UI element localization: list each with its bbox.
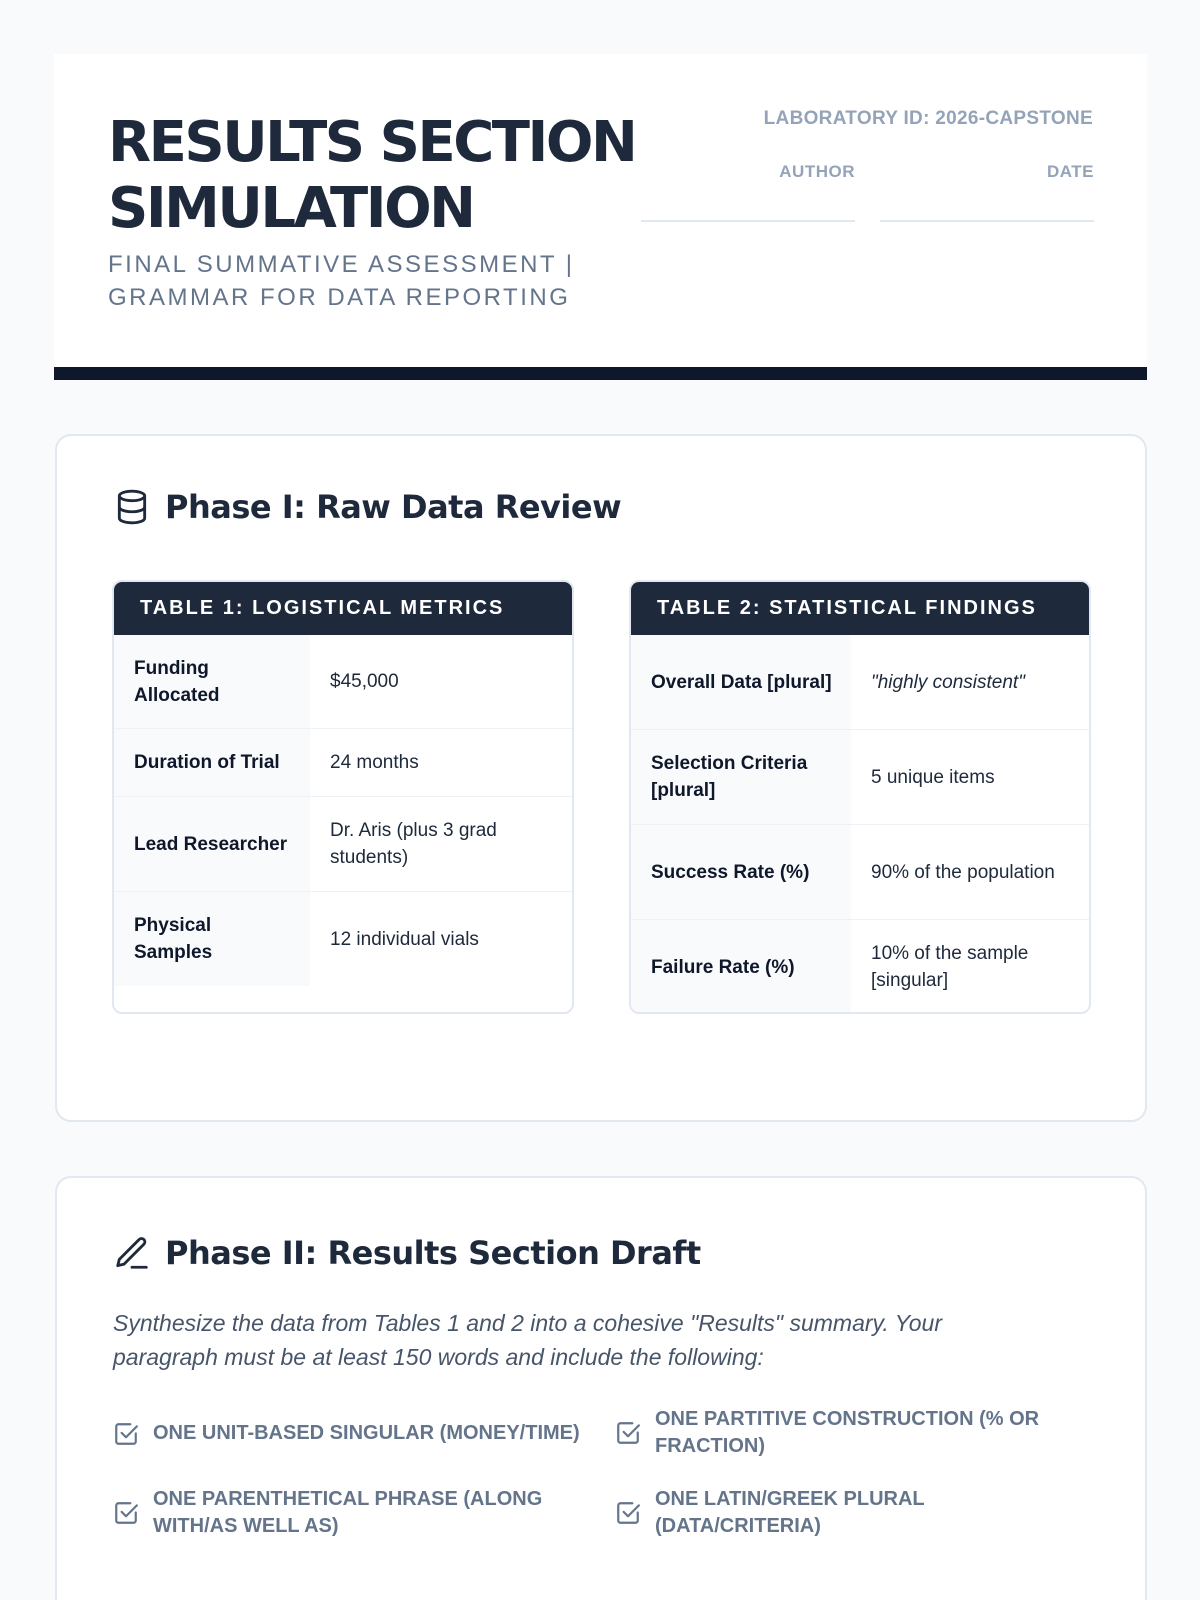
table-cell-value: 5 unique items [871,766,995,788]
checklist-item-label: ONE PARTITIVE CONSTRUCTION (% OR FRACTION) [655,1408,1040,1457]
table-row [114,635,572,729]
table-cell-value: Dr. Aris (plus 3 grad students) [330,820,497,868]
table-cell-label: Overall Data [plural] [631,635,851,729]
lab-id: LABORATORY ID: 2026-CAPSTONE [763,108,1093,129]
table-statistical-findings [629,580,1091,1014]
table-cell-label: Physical Samples [114,892,310,986]
table-cell-label: Selection Criteria [plural] [631,730,851,824]
page-title-line-2: SIMULATION [108,176,474,241]
table-cell-value: 90% of the population [871,861,1055,883]
checkbox-icon [113,1421,139,1447]
table-cell-value: "highly consistent" [871,671,1025,693]
header-card [54,54,1147,380]
table-cell-value: 10% of the sample [singular] [871,943,1029,991]
table-cell-value: $45,000 [330,671,399,692]
table-cell-label: Lead Researcher [114,797,310,891]
table-row [114,797,572,892]
checkbox-icon [113,1500,139,1526]
table-1-title: TABLE 1: LOGISTICAL METRICS [114,582,572,635]
table-cell-label: Success Rate (%) [631,825,851,919]
checkbox-icon [615,1420,641,1446]
table-cell-label: Duration of Trial [114,729,310,796]
checklist-item[interactable] [113,1420,593,1447]
author-field[interactable] [641,162,855,222]
date-label: DATE [1046,162,1094,181]
table-logistical-metrics [112,580,574,1014]
checklist-item-label: ONE UNIT-BASED SINGULAR (MONEY/TIME) [153,1422,580,1444]
author-label: AUTHOR [779,162,855,181]
table-2-title: TABLE 2: STATISTICAL FINDINGS [631,582,1089,635]
table-row [114,892,572,986]
phase-2-instructions: Synthesize the data from Tables 1 and 2 into a cohesive "Results" summary. Your paragraph must be at least 150 words and include the following: [113,1310,943,1370]
table-cell-value: 12 individual vials [330,928,479,950]
table-row [114,729,572,797]
table-row [631,730,1089,825]
table-row [631,635,1089,730]
table-cell-value: 24 months [330,752,419,773]
checkbox-icon [615,1500,641,1526]
phase-2-title: Phase II: Results Section Draft [165,1234,701,1272]
database-icon [113,488,151,526]
phase-1-title: Phase I: Raw Data Review [165,488,622,526]
checklist-item-label: ONE LATIN/GREEK PLURAL (DATA/CRITERIA) [655,1488,925,1537]
phase-2-card [55,1176,1147,1600]
table-row [631,920,1089,1014]
checklist-item[interactable] [113,1486,583,1540]
phase-1-card [55,434,1147,1122]
page-subtitle: FINAL SUMMATIVE ASSESSMENT | GRAMMAR FOR DATA REPORTING [108,251,575,311]
page-title [108,110,668,242]
checklist-item[interactable] [615,1486,1075,1540]
table-cell-label: Failure Rate (%) [631,920,851,1014]
page-title-line-1: RESULTS SECTION [108,110,636,175]
table-cell-label: Funding Allocated [114,635,310,728]
pencil-icon [113,1234,151,1272]
checklist-item-label: ONE PARENTHETICAL PHRASE (ALONG WITH/AS WELL AS) [153,1488,543,1537]
phase-1-heading [113,488,621,526]
checklist-item[interactable] [615,1406,1075,1460]
table-row [631,825,1089,920]
phase-2-heading [113,1234,701,1272]
date-field[interactable] [880,162,1094,222]
